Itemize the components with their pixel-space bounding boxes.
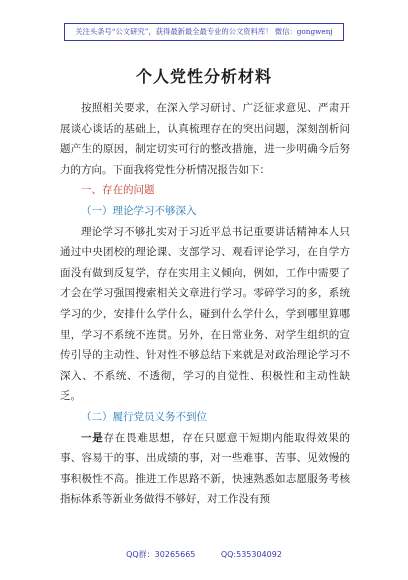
section-heading-problems: 一、存在的问题 xyxy=(81,184,155,197)
promo-text: 关注头条号“公文研究”，获得最新最全最专业的公文资料库！ 微信：gongwenj xyxy=(75,27,333,36)
subsection-heading-party-duty: （二）履行党员义务不到位 xyxy=(81,410,207,423)
theory-study-paragraph: 理论学习不够扎实对于习近平总书记重要讲话精神本人只通过中央团校的理论课、支部学习、观看评论学习，在自学方面没有做到反复学，存在实用主义倾向，例如，工作中需要了才会在学习强国搜索相关文章进行学习。零碎学习的多，系统学习的少，安排什么学什么，碰到什么学什么，学到哪里算哪里，学习不系统不连贯。另外，在日常业务、对学生组织的宣传引导的主动性、针对性不够总结下来就是对政治理论学习不深入、不系统、不透彻，学习的自觉性、积极性和主动性缺乏。 xyxy=(60,225,350,403)
promo-banner xyxy=(64,23,344,41)
party-duty-paragraph xyxy=(60,428,350,510)
party-duty-text: 存在畏难思想，存在只愿意干短期内能取得效果的事、容易干的事、出成绩的事，对一些难事、苦事、见效慢的事积极性不高。推进工作思路不新，快速熟悉如志愿服务考核指标体系等新业务做得不够好，对工作没有预 xyxy=(60,431,351,506)
subsection-heading-theory-study: （一）理论学习不够深入 xyxy=(81,204,197,217)
document-title: 个人党性分析材料 xyxy=(135,67,272,86)
document-body xyxy=(60,98,350,510)
intro-paragraph: 按照相关要求，在深入学习研讨、广泛征求意见、严肃开展谈心谈话的基础上，认真梳理存在的突出问题，深刻剖析问题产生的原因，制定切实可行的整改措施，进一步明确今后努力的方向。下面我将党性分析情况报告如下： xyxy=(60,102,350,176)
party-duty-lead: 一是 xyxy=(81,431,104,444)
page-footer: QQ群：30265665 QQ:535304092 xyxy=(126,550,282,559)
